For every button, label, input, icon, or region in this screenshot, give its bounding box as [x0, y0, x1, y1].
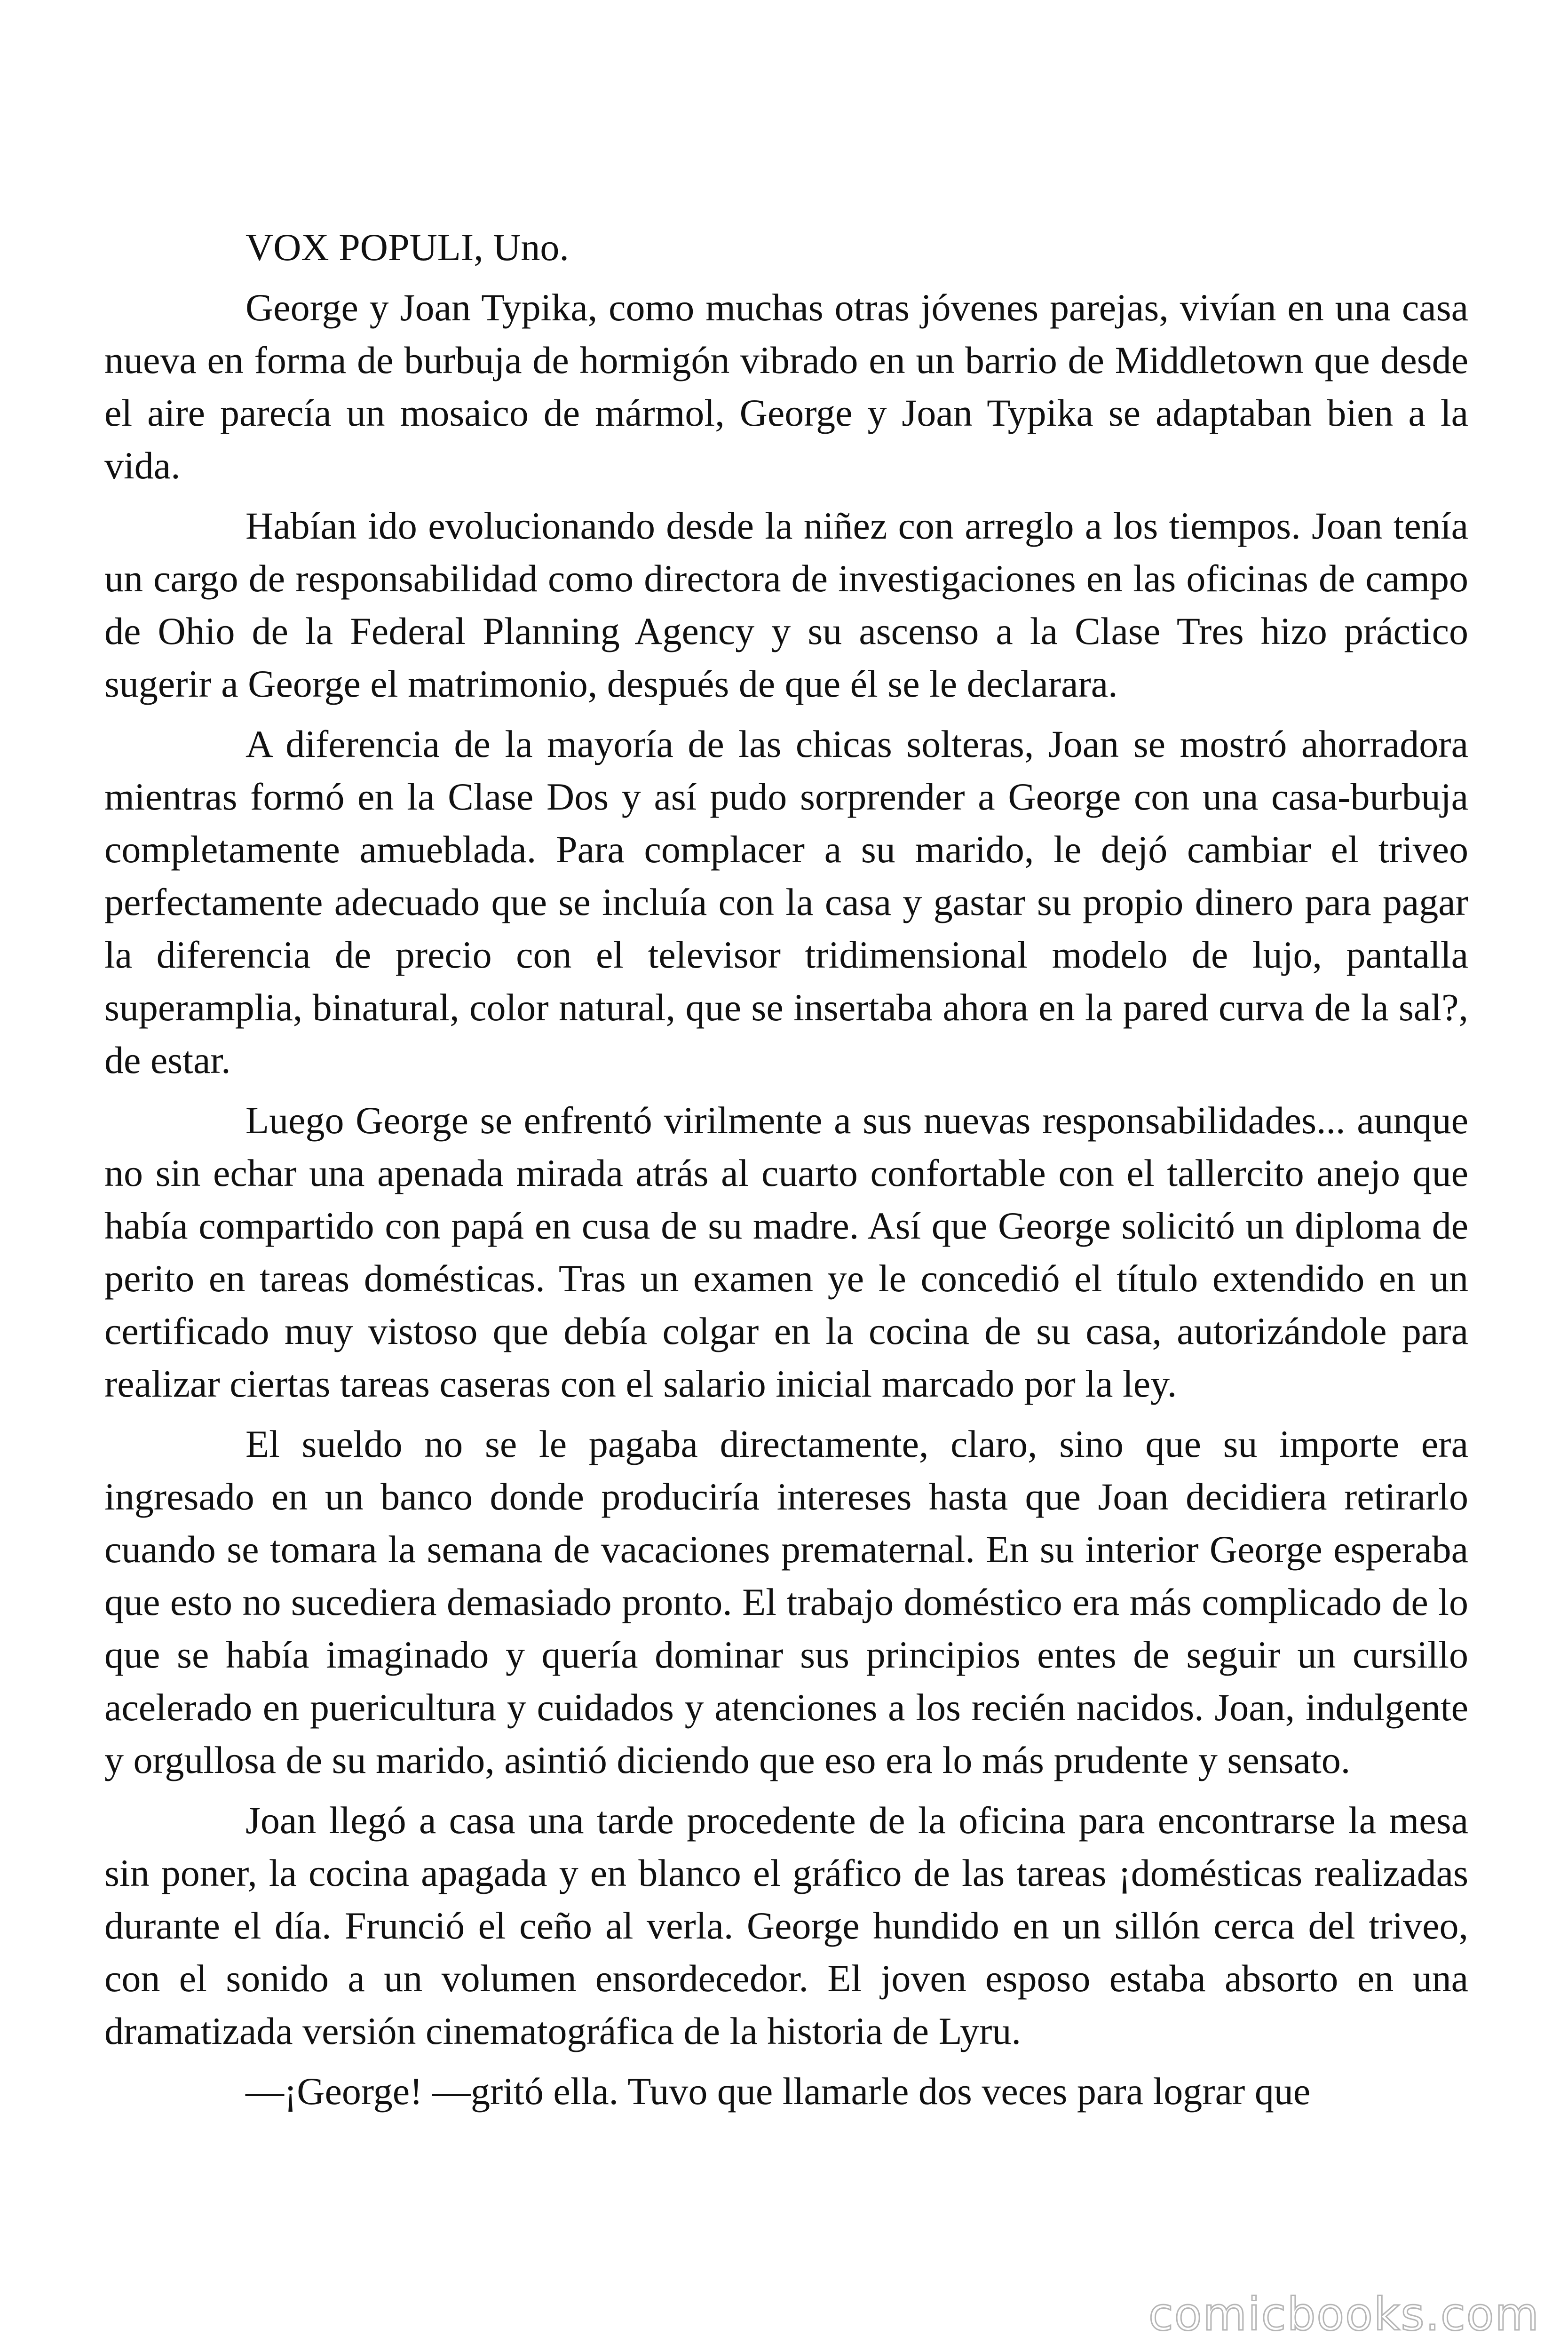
paragraph-2: Habían ido evolucionando desde la niñez con arreglo a los tiempos. Joan tenía un cargo de responsabilidad como directora de investigaciones en las oficinas de campo de Ohio de la Federal Planning Agency y su ascenso a la Clase Tres hizo práctico sugerir a George el matrimonio, después de que él se le declarara.: [104, 504, 1468, 705]
chapter-heading: VOX POPULI, Uno.: [245, 226, 569, 269]
paragraph-4: Luego George se enfrentó virilmente a sus nuevas responsabilidades... aunque no sin echar una apenada mirada atrás al cuarto confortable con el tallercito anejo que había compartido con papá en cusa de su madre. Así que George solicitó un diploma de perito en tareas domésticas. Tras un examen ye le concedió el título extendido en un certificado muy vistoso que debía colgar en la cocina de su casa, autorizándole para realizar ciertas tareas caseras con el salario inicial marcado por la ley.: [104, 1099, 1468, 1405]
paragraph-1: George y Joan Typika, como muchas otras jóvenes parejas, vivían en una casa nueva en forma de burbuja de hormigón vibrado en un barrio de Middletown que desde el aire parecía un mosaico de mármol, George y Joan Typika se adaptaban bien a la vida.: [104, 286, 1468, 487]
paragraph-3: A diferencia de la mayoría de las chicas solteras, Joan se mostró ahorradora mientras formó en la Clase Dos y así pudo sorprender a George con una casa-burbuja completamente amueblada. Para complacer a su marido, le dejó cambiar el triveo perfectamente adecuado que se incluía con la casa y gastar su propio dinero para pagar la diferencia de precio con el televisor tridimensional modelo de lujo, pantalla superamplia, binatural, color natural, que se insertaba ahora en la pared curva de la sal?, de estar.: [104, 723, 1468, 1081]
watermark: comicbooks.com: [1148, 2288, 1540, 2341]
paragraph-7: —¡George! —gritó ella. Tuvo que llamarle dos veces para lograr que: [245, 2070, 1311, 2113]
paragraph-5: El sueldo no se le pagaba directamente, claro, sino que su importe era ingresado en un banco donde produciría intereses hasta que Joan decidiera retirarlo cuando se tomara la semana de vacaciones prematernal. En su interior George esperaba que esto no sucediera demasiado pronto. El trabajo doméstico era más complicado de lo que se había imaginado y quería dominar sus principios entes de seguir un cursillo acelerado en puericultura y cuidados y atenciones a los recién nacidos. Joan, indulgente y orgullosa de su marido, asintió diciendo que eso era lo más prudente y sensato.: [104, 1422, 1468, 1781]
document-page: [104, 221, 1468, 2125]
paragraph-6: Joan llegó a casa una tarde procedente de la oficina para encontrarse la mesa sin poner, la cocina apagada y en blanco el gráfico de las tareas ¡domésticas realizadas durante el día. Frunció el ceño al verla. George hundido en un sillón cerca del triveo, con el sonido a un volumen ensordecedor. El joven esposo estaba absorto en una dramatizada versión cinematográfica de la historia de Lyru.: [104, 1799, 1468, 2052]
